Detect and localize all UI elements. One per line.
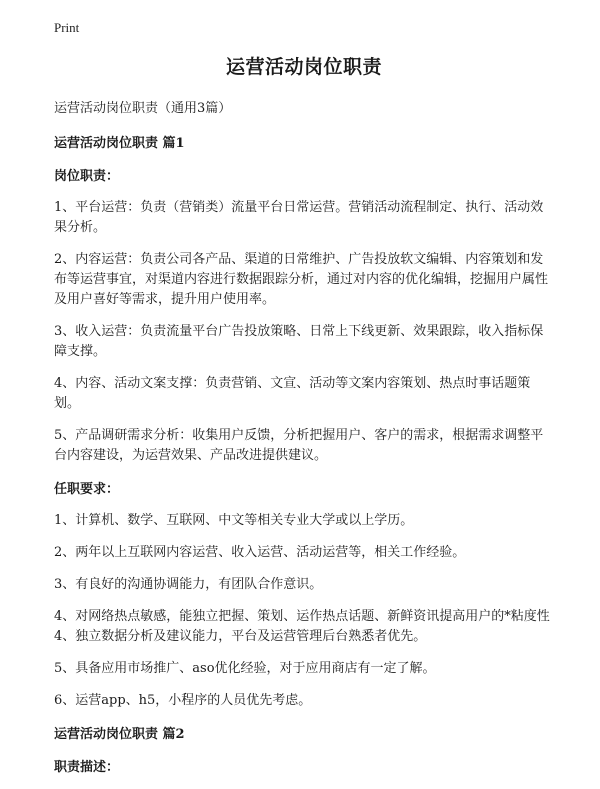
section-heading-2: 运营活动岗位职责 篇2: [54, 727, 185, 742]
document-body: [54, 52, 554, 789]
requirement-item: 4、对网络热点敏感，能独立把握、策划、运作热点话题、新鲜资讯提高用户的*粘度性4、独立数据分析及建议能力，平台及运营管理后台熟悉者优先。: [54, 609, 550, 644]
duties-label-1: 岗位职责：: [54, 169, 120, 184]
requirements-label: 任职要求：: [54, 482, 120, 497]
duty-item: 4、内容、活动文案支撑：负责营销、文宣、活动等文案内容策划、热点时事话题策划。: [54, 376, 531, 411]
print-link[interactable]: Print: [54, 20, 80, 35]
duties-label-2: 职责描述：: [54, 760, 120, 775]
requirement-item: 3、有良好的沟通协调能力，有团队合作意识。: [54, 577, 323, 592]
requirement-item: 5、具备应用市场推广、aso优化经验，对于应用商店有一定了解。: [54, 661, 436, 676]
document-title: 运营活动岗位职责: [225, 56, 382, 78]
duty-item: 3、收入运营：负责流量平台广告投放策略、日常上下线更新、效果跟踪，收入指标保障支撑。: [54, 324, 544, 359]
duties-list: [54, 198, 554, 466]
document-subtitle: 运营活动岗位职责（通用3篇）: [54, 101, 232, 116]
requirement-item: 2、两年以上互联网内容运营、收入运营、活动运营等，相关工作经验。: [54, 545, 466, 560]
duty-item: 2、内容运营：负责公司各产品、渠道的日常维护、广告投放软文编辑、内容策划和发布等运营事宜，对渠道内容进行数据跟踪分析，通过对内容的优化编辑，挖掘用户属性及用户喜好等需求，提升用户使用率。: [54, 252, 549, 307]
section-heading-1: 运营活动岗位职责 篇1: [54, 136, 185, 151]
duty-item: 1、平台运营：负责（营销类）流量平台日常运营。营销活动流程制定、执行、活动效果分析。: [54, 200, 544, 235]
requirement-item: 1、计算机、数学、互联网、中文等相关专业大学或以上学历。: [54, 513, 414, 528]
requirement-item: 6、运营app、h5，小程序的人员优先考虑。: [54, 693, 312, 708]
requirements-list: [54, 511, 554, 711]
duty-item: 5、产品调研需求分析：收集用户反馈，分析把握用户、客户的需求，根据需求调整平台内容建设，为运营效果、产品改进提供建议。: [54, 428, 544, 463]
